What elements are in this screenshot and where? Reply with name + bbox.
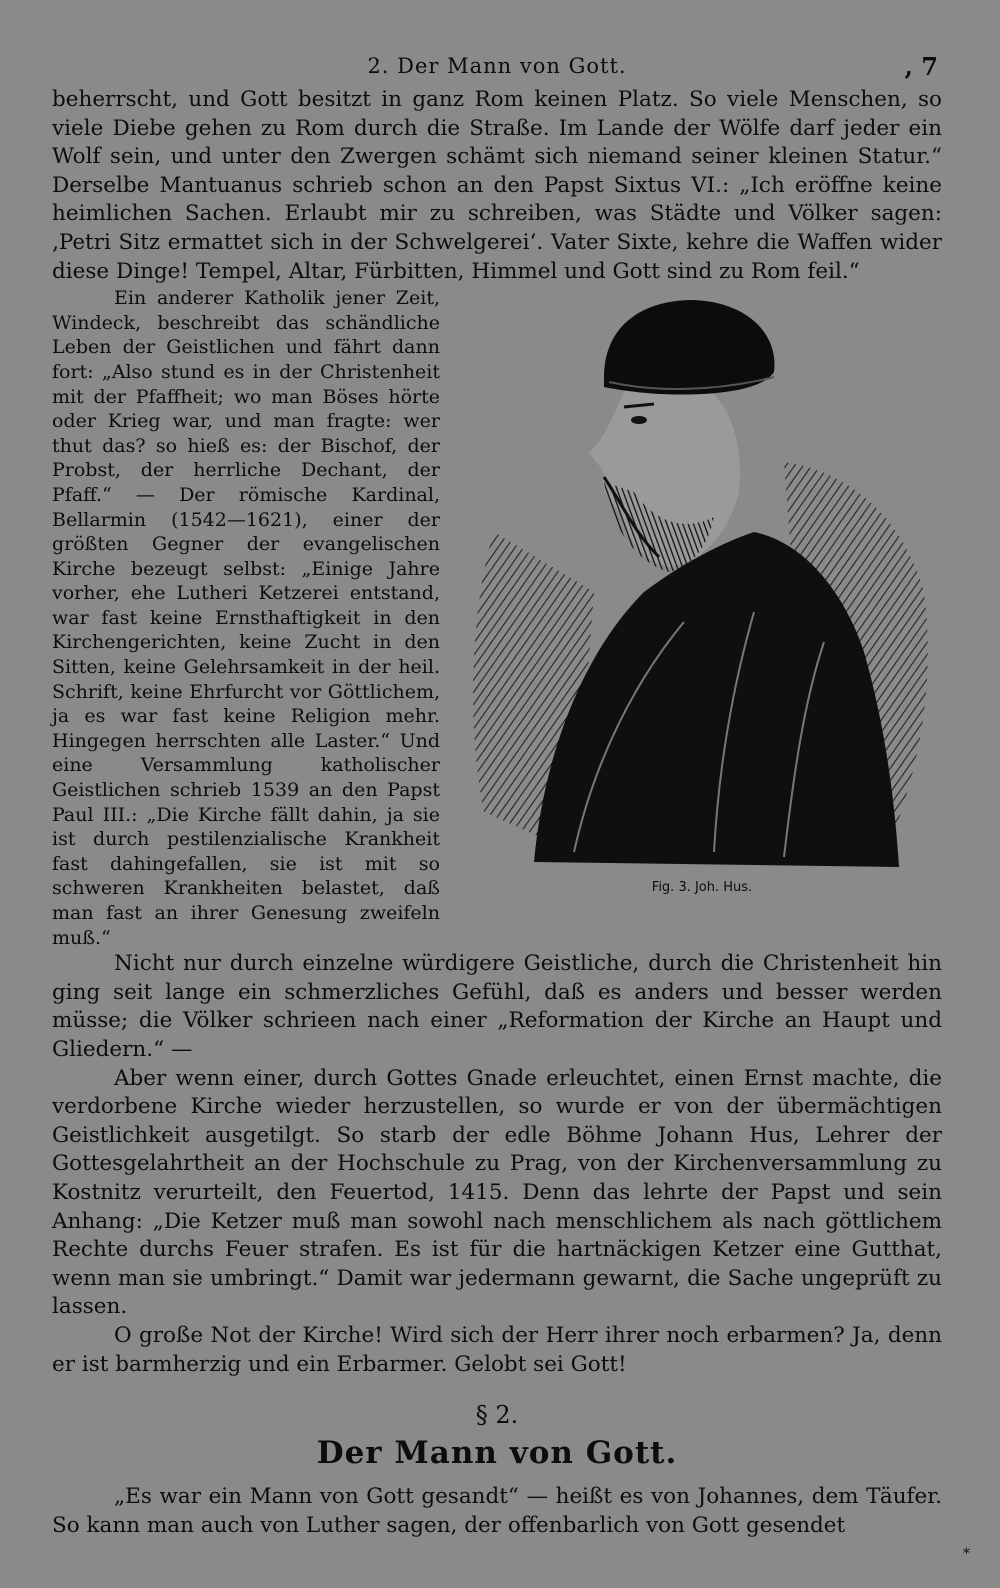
paragraph-great-need: O große Not der Kirche! Wird sich der Herr ihrer noch erbarmen? Ja, denn er ist barmherzig und ein Erbarmer. Gelobt sei Gott! xyxy=(52,1322,942,1377)
paragraph-mantuanus: beherrscht, und Gott besitzt in ganz Rom keinen Platz. So viele Menschen, so viele Diebe gehen zu Rom durch die Straße. Im Lande der Wölfe darf jeder ein Wolf sein, und unter den Zwergen schämt sich niemand seiner kleinen Statur.“ Derselbe Mantuanus schrieb schon an den Papst Sixtus VI.: „Ich eröffne keine heimlichen Sachen. Erlaubt mir zu schreiben, was Städte und Völker sagen: ‚Petri Sitz ermattet sich in der Schwelgerei‘. Vater Sixte, kehre die Waffen wider diese Dinge! Tempel, Altar, Fürbitten, Himmel und Gott sind zu Rom feil.“ xyxy=(52,87,942,284)
portrait-figure xyxy=(454,292,950,904)
paragraph-windeck-bellarmin: Ein anderer Katholik jener Zeit, Windeck, beschreibt das schändliche Leben der Geistlichen und fährt dann fort: „Also stund es in der Christenheit mit der Pfaffheit; wo man Böses hörte oder Krieg war, und man fragte: wer thut das? so hieß es: der Bischof, der Probst, der herrliche Dechant, der Pfaff.“ — Der römische Kardinal, Bellarmin (1542—1621), einer der größten Gegner der evangelischen Kirche bezeugt selbst: „Einige Jahre vorher, ehe Lutheri Ketzerei entstand, war fast keine Ernsthaftigkeit in den Kirchengerichten, keine Zucht in den Sitten, keine Gelehrsamkeit in der heil. Schrift, keine Ehrfurcht vor Göttlichem, ja es war fast keine Religion mehr. Hingegen herrschten alle Laster.“ Und eine Versammlung katholischer Geistlichen schrieb 1539 an den Papst Paul III.: „Die Kirche fällt dahin, ja sie ist durch pestilenzialische Krankheit fast dahingefallen, sie ist mit so schweren Krankheiten belastet, daß man fast an ihrer Genesung zweifeln muß.“ xyxy=(52,287,440,949)
paragraph-reformation-wish: Nicht nur durch einzelne würdigere Geistliche, durch die Christenheit hin ging seit lange ein schmerzliches Gefühl, daß es anders und besser werden müsse; die Völker schrieen nach einer „Reformation der Kirche an Haupt und Gliedern.“ — xyxy=(52,951,942,1062)
document-page xyxy=(52,50,942,1570)
paragraph-closing: „Es war ein Mann von Gott gesandt“ — heißt es von Johannes, dem Täufer. So kann man auch von Luther sagen, der offenbarlich von Gott gesendet xyxy=(52,1484,942,1538)
portrait-hus-illustration xyxy=(454,292,950,892)
corner-mark: * xyxy=(963,1546,970,1562)
page-number: , 7 xyxy=(904,52,938,81)
paragraph-johann-hus: Aber wenn einer, durch Gottes Gnade erleuchtet, einen Ernst machte, die verdorbene Kirche wieder herzustellen, so wurde er von der übermächtigen Geistlichkeit ausgetilgt. So starb der edle Böhme Johann Hus, Lehrer der Gottesgelahrtheit an der Hochschule zu Prag, von der Kirchenversammlung zu Kostnitz verurteilt, den Feuertod, 1415. Denn das lehrte der Papst und sein Anhang: „Die Ketzer muß man sowohl nach menschlichem als nach göttlichem Rechte durchs Feuer strafen. Es ist für die hartnäckigen Ketzer eine Gutthat, wenn man sie umbringt.“ Damit war jedermann gewarnt, die Sache ungeprüft zu lassen. xyxy=(52,1065,942,1320)
figure-caption: Fig. 3. Joh. Hus. xyxy=(651,880,753,896)
section-title: Der Mann von Gott. xyxy=(316,1435,678,1472)
section-number: § 2. xyxy=(475,1401,519,1430)
running-header xyxy=(52,50,942,86)
header-title: 2. Der Mann von Gott. xyxy=(367,54,627,78)
